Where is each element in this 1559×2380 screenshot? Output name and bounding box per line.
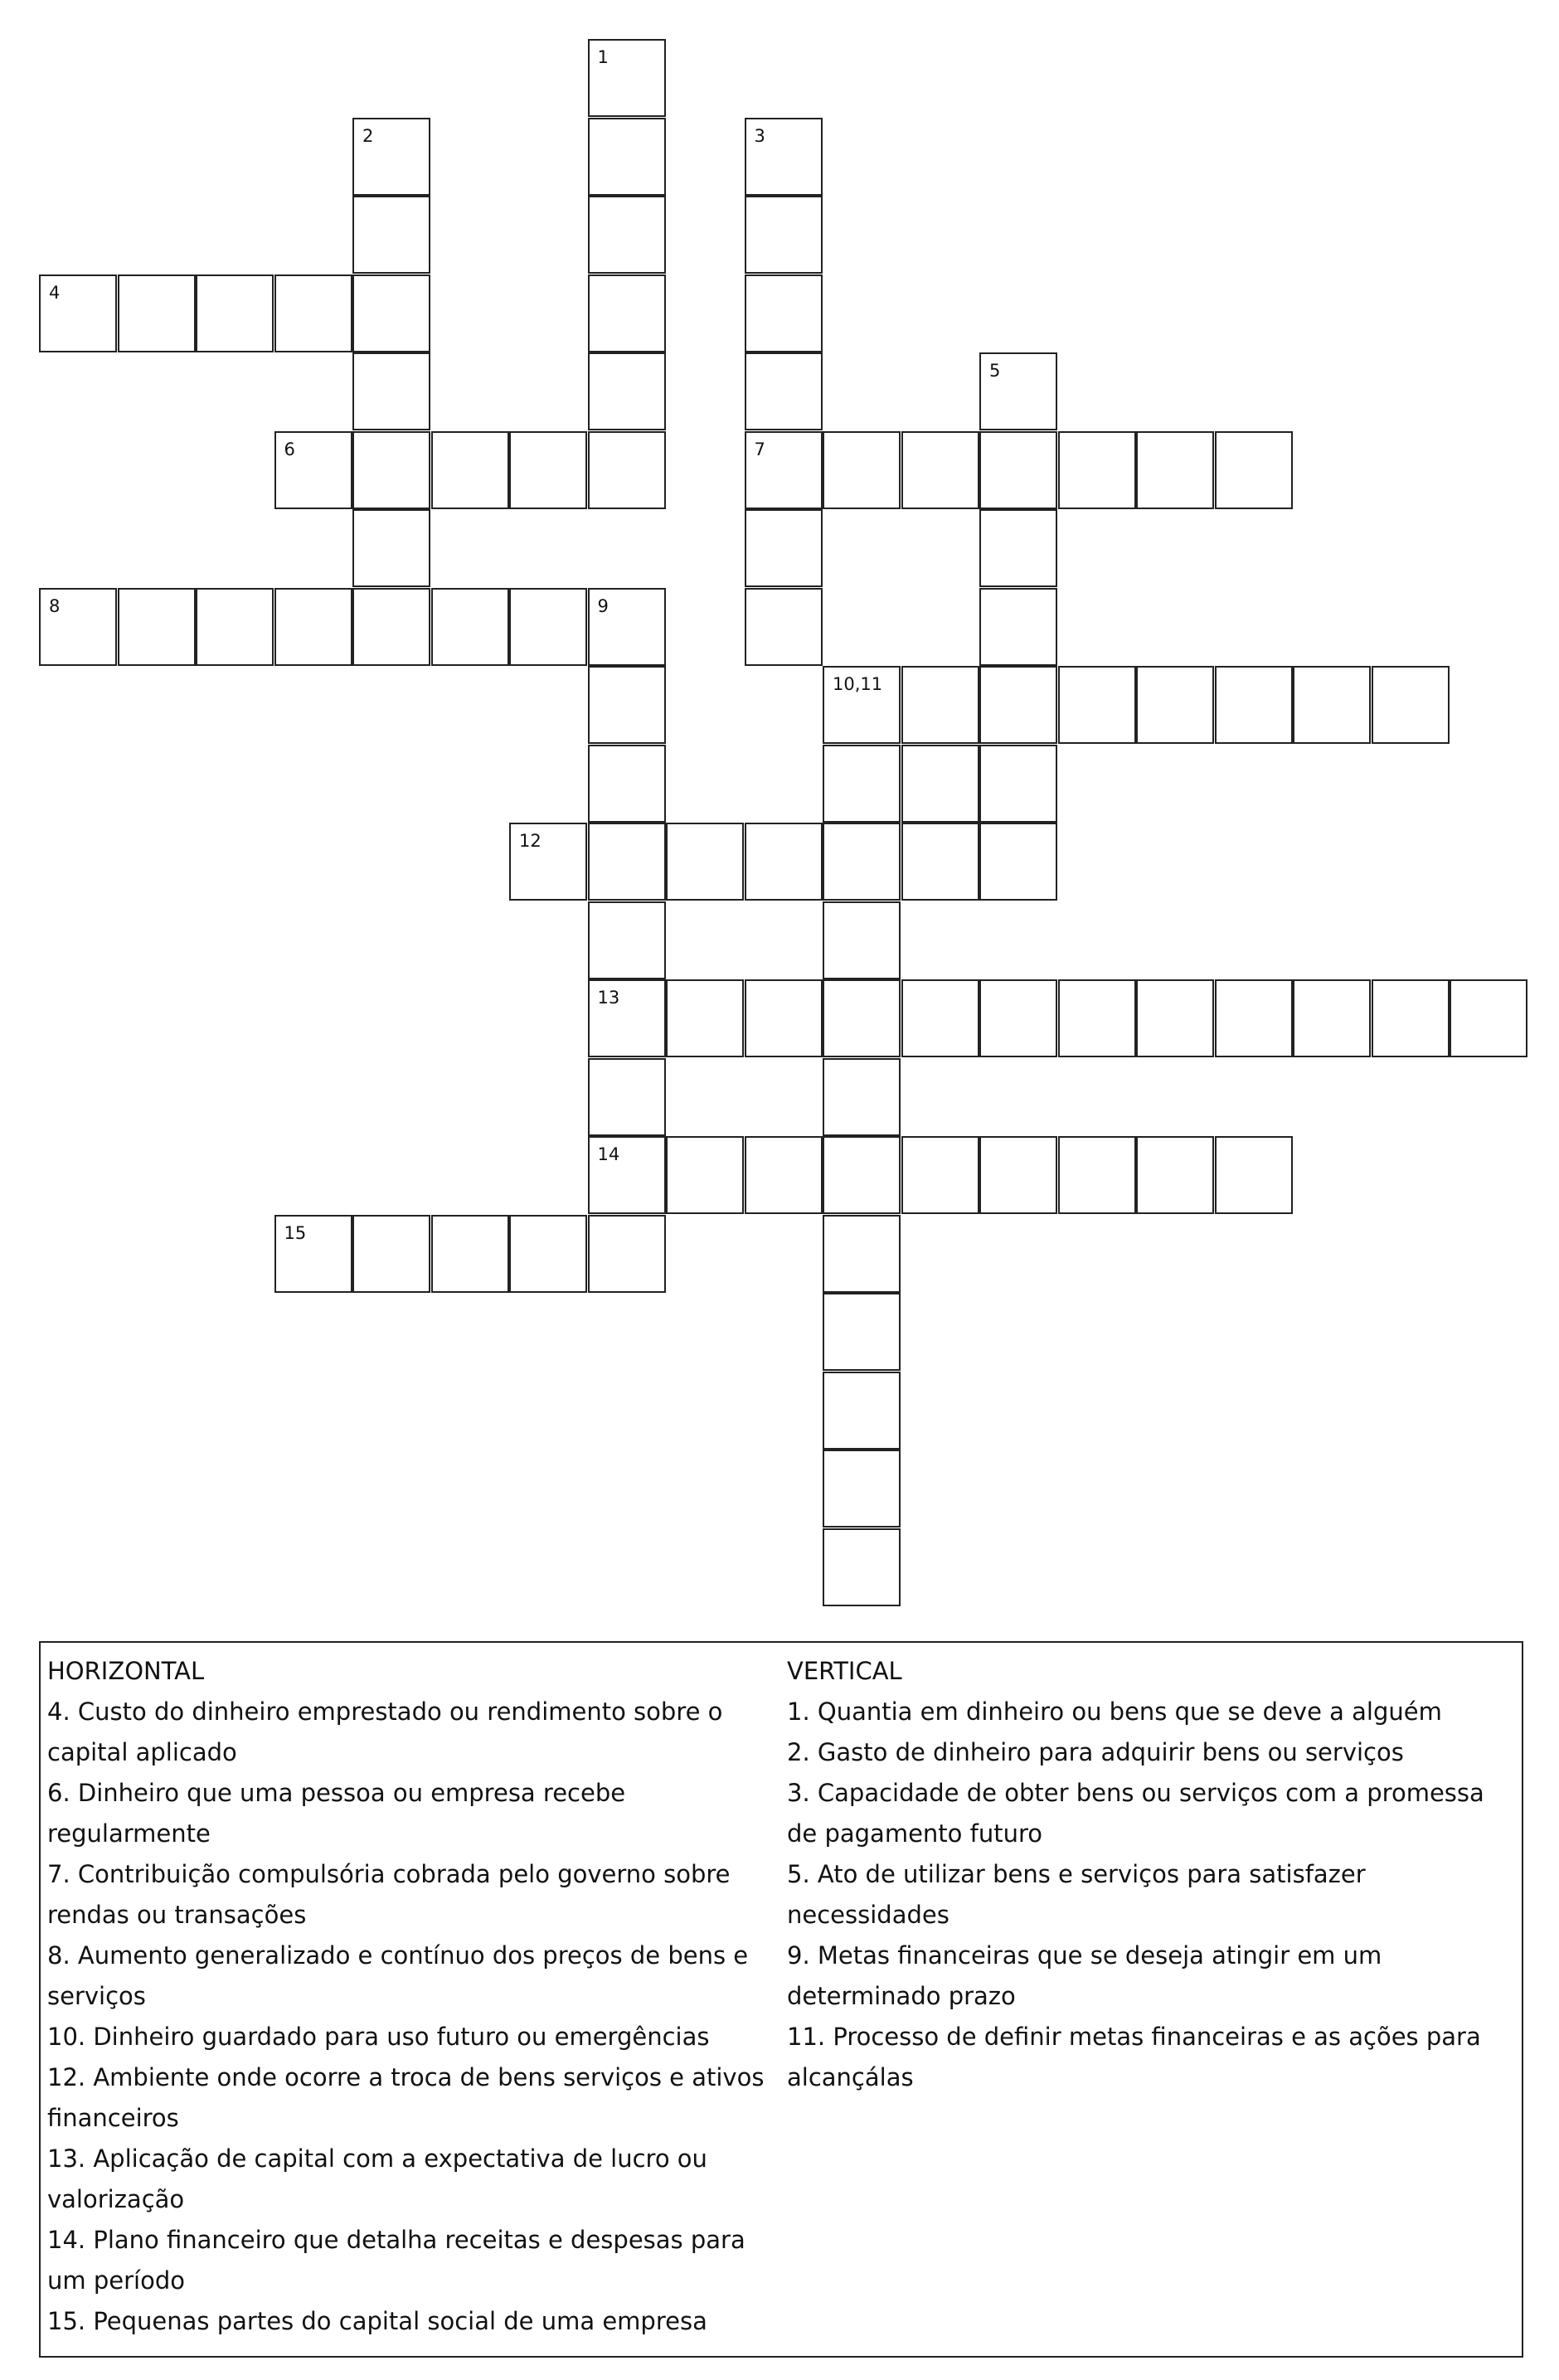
crossword-cell[interactable] — [901, 666, 979, 744]
clue-horizontal-12: 12. Ambiente onde ocorre a troca de bens serviços e ativos financeiros — [47, 2063, 765, 2132]
crossword-cell[interactable] — [823, 1136, 901, 1214]
clue-number-5: 5 — [989, 361, 1001, 381]
crossword-cell[interactable] — [745, 979, 823, 1057]
crossword-cell[interactable] — [352, 1215, 430, 1293]
clue-number-2: 2 — [362, 125, 374, 146]
crossword-cell[interactable] — [823, 901, 901, 979]
crossword-cell[interactable] — [1215, 979, 1293, 1057]
crossword-cell[interactable] — [823, 1058, 901, 1136]
crossword-cell[interactable] — [1372, 666, 1450, 744]
vertical-clues — [787, 1651, 1517, 2098]
clue-number-6: 6 — [284, 439, 295, 459]
vertical-title: VERTICAL — [787, 1657, 902, 1685]
clue-number-10-11: 10,11 — [833, 674, 883, 694]
clue-horizontal-13: 13. Aplicação de capital com a expectativa de lucro ou valorização — [47, 2144, 707, 2213]
crossword-cell[interactable] — [823, 431, 901, 509]
crossword-cell[interactable] — [118, 274, 196, 352]
crossword-cell[interactable] — [274, 1215, 352, 1293]
clue-number-1: 1 — [597, 47, 609, 67]
crossword-cell[interactable] — [39, 588, 117, 666]
crossword-cell[interactable] — [901, 745, 979, 823]
crossword-cell[interactable] — [979, 588, 1057, 666]
crossword-cell[interactable] — [274, 588, 352, 666]
crossword-cell[interactable] — [823, 1293, 901, 1371]
crossword-cell[interactable] — [588, 1215, 666, 1293]
crossword-cell[interactable] — [745, 431, 823, 509]
crossword-cell[interactable] — [1215, 1136, 1293, 1214]
clue-horizontal-4: 4. Custo do dinheiro emprestado ou rendimento sobre o capital aplicado — [47, 1698, 723, 1766]
crossword-cell[interactable] — [979, 979, 1057, 1057]
crossword-cell[interactable] — [979, 509, 1057, 587]
crossword-cell[interactable] — [588, 431, 666, 509]
clues-box — [39, 1641, 1523, 2358]
crossword-cell[interactable] — [509, 1215, 587, 1293]
crossword-cell[interactable] — [588, 745, 666, 823]
crossword-cell[interactable] — [1058, 666, 1136, 744]
crossword-cell[interactable] — [1058, 979, 1136, 1057]
crossword-cell[interactable] — [588, 901, 666, 979]
crossword-cell[interactable] — [823, 979, 901, 1057]
crossword-cell[interactable] — [509, 431, 587, 509]
clue-vertical-5: 5. Ato de utilizar bens e serviços para satisfazer necessidades — [787, 1860, 1366, 1929]
crossword-cell[interactable] — [588, 1136, 666, 1214]
crossword-cell[interactable] — [1136, 431, 1214, 509]
crossword-cell[interactable] — [745, 509, 823, 587]
horizontal-title: HORIZONTAL — [47, 1657, 205, 1685]
crossword-cell[interactable] — [823, 1372, 901, 1450]
crossword-cell[interactable] — [1293, 666, 1371, 744]
crossword-cell[interactable] — [666, 823, 744, 901]
clue-vertical-3: 3. Capacidade de obter bens ou serviços com a promessa de pagamento futuro — [787, 1779, 1484, 1848]
crossword-cell[interactable] — [1136, 1136, 1214, 1214]
crossword-cell[interactable] — [1215, 666, 1293, 744]
clue-number-9: 9 — [597, 595, 609, 616]
crossword-cell[interactable] — [901, 823, 979, 901]
crossword-cell[interactable] — [509, 588, 587, 666]
clue-horizontal-10: 10. Dinheiro guardado para uso futuro ou emergências — [47, 2023, 710, 2051]
crossword-cell[interactable] — [39, 274, 117, 352]
crossword-cell[interactable] — [1058, 1136, 1136, 1214]
crossword-cell[interactable] — [588, 823, 666, 901]
crossword-cell[interactable] — [274, 431, 352, 509]
crossword-cell[interactable] — [745, 352, 823, 430]
clue-vertical-11: 11. Processo de definir metas financeiras e as ações para alcançálas — [787, 2023, 1481, 2091]
crossword-cell[interactable] — [588, 979, 666, 1057]
crossword-cell[interactable] — [823, 823, 901, 901]
clue-number-4: 4 — [49, 282, 61, 303]
crossword-cell[interactable] — [745, 196, 823, 274]
crossword-cell[interactable] — [745, 823, 823, 901]
crossword-cell[interactable] — [352, 588, 430, 666]
crossword-cell[interactable] — [745, 118, 823, 196]
clue-number-12: 12 — [519, 831, 542, 851]
crossword-cell[interactable] — [352, 196, 430, 274]
crossword-cell[interactable] — [1058, 431, 1136, 509]
crossword-cell[interactable] — [588, 39, 666, 117]
crossword-cell[interactable] — [901, 431, 979, 509]
crossword-cell[interactable] — [352, 431, 430, 509]
crossword-cell[interactable] — [431, 431, 509, 509]
clue-horizontal-6: 6. Dinheiro que uma pessoa ou empresa recebe regularmente — [47, 1779, 626, 1848]
crossword-cell[interactable] — [979, 823, 1057, 901]
clue-number-7: 7 — [754, 439, 765, 459]
crossword-cell[interactable] — [1136, 666, 1214, 744]
clue-horizontal-7: 7. Contribuição compulsória cobrada pelo governo sobre rendas ou transações — [47, 1860, 731, 1929]
clue-number-8: 8 — [49, 595, 61, 616]
clue-number-3: 3 — [754, 125, 765, 146]
crossword-cell[interactable] — [352, 118, 430, 196]
crossword-cell[interactable] — [588, 118, 666, 196]
clue-number-13: 13 — [597, 988, 620, 1008]
crossword-cell[interactable] — [823, 666, 901, 744]
crossword-cell[interactable] — [745, 588, 823, 666]
crossword-cell[interactable] — [979, 1136, 1057, 1214]
clue-horizontal-14: 14. Plano financeiro que detalha receitas e despesas para um período — [47, 2226, 746, 2295]
crossword-cell[interactable] — [588, 352, 666, 430]
crossword-cell[interactable] — [1450, 979, 1527, 1057]
crossword-cell[interactable] — [901, 979, 979, 1057]
crossword-cell[interactable] — [588, 1058, 666, 1136]
clue-vertical-9: 9. Metas financeiras que se deseja atingir em um determinado prazo — [787, 1941, 1382, 2010]
crossword-cell[interactable] — [979, 352, 1057, 430]
crossword-cell[interactable] — [118, 588, 196, 666]
crossword-cell[interactable] — [823, 1450, 901, 1528]
clue-number-15: 15 — [284, 1222, 307, 1243]
crossword-cell[interactable] — [1372, 979, 1450, 1057]
crossword-cell[interactable] — [588, 666, 666, 744]
clue-vertical-1: 1. Quantia em dinheiro ou bens que se deve a alguém — [787, 1698, 1442, 1726]
crossword-cell[interactable] — [588, 588, 666, 666]
crossword-cell[interactable] — [979, 666, 1057, 744]
crossword-cell[interactable] — [979, 431, 1057, 509]
crossword-cell[interactable] — [745, 274, 823, 352]
crossword-cell[interactable] — [1293, 979, 1371, 1057]
horizontal-clues — [47, 1651, 777, 2342]
clue-number-14: 14 — [597, 1144, 620, 1164]
crossword-cell[interactable] — [274, 274, 352, 352]
crossword-cell[interactable] — [901, 1136, 979, 1214]
clue-horizontal-15: 15. Pequenas partes do capital social de uma empresa — [47, 2307, 707, 2335]
crossword-cell[interactable] — [823, 1528, 901, 1606]
crossword-cell[interactable] — [431, 588, 509, 666]
crossword-cell[interactable] — [352, 509, 430, 587]
crossword-cell[interactable] — [352, 352, 430, 430]
crossword-cell[interactable] — [823, 745, 901, 823]
crossword-cell[interactable] — [196, 588, 274, 666]
crossword-cell[interactable] — [588, 196, 666, 274]
crossword-cell[interactable] — [509, 823, 587, 901]
clue-vertical-2: 2. Gasto de dinheiro para adquirir bens ou serviços — [787, 1738, 1404, 1766]
crossword-cell[interactable] — [352, 274, 430, 352]
crossword-cell[interactable] — [588, 274, 666, 352]
clue-horizontal-8: 8. Aumento generalizado e contínuo dos preços de bens e serviços — [47, 1941, 749, 2010]
crossword-cell[interactable] — [823, 1215, 901, 1293]
crossword-cell[interactable] — [666, 979, 744, 1057]
crossword-cell[interactable] — [666, 1136, 744, 1214]
crossword-cell[interactable] — [1136, 979, 1214, 1057]
crossword-cell[interactable] — [745, 1136, 823, 1214]
crossword-cell[interactable] — [979, 745, 1057, 823]
crossword-cell[interactable] — [196, 274, 274, 352]
crossword-cell[interactable] — [431, 1215, 509, 1293]
crossword-cell[interactable] — [1215, 431, 1293, 509]
